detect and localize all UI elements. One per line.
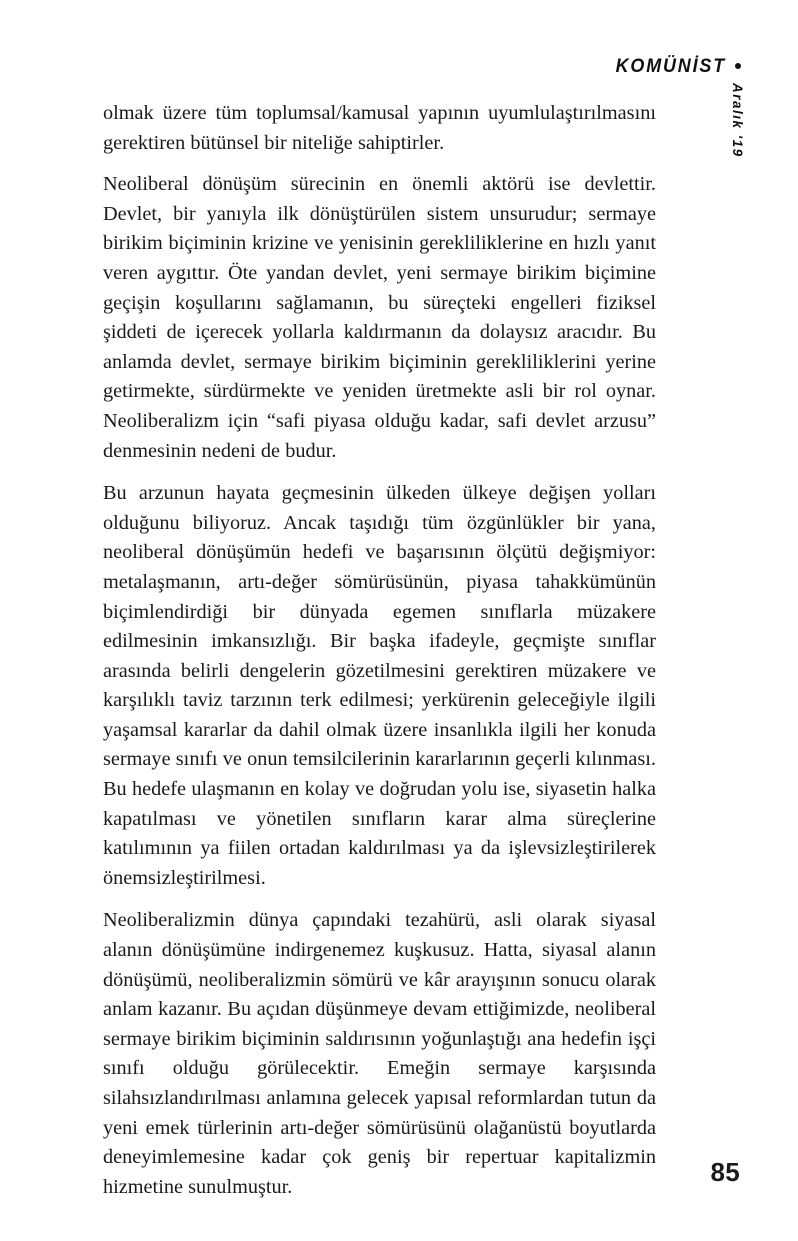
running-head [606, 55, 741, 78]
page-number: 85 [710, 1157, 740, 1187]
body-paragraph: Bu arzunun hayata geçmesinin ülkeden ülkeye değişen yolları olduğunu biliyoruz. Ancak taşıdığı tüm özgünlükler bir yana, neoliberal dönüşümün hedefi ve başarısının ölçütü değişmiyor: metalaşmanın, artı-değer sömürüsünün, piyasa tahakkümünün biçimlendirdiği bir dünyada egemen sınıflarla müzakere edilmesinin imkansızlığı. Bir başka ifadeyle, geçmişte sınıflar arasında belirli dengelerin gözetilmesini gerektiren müzakere ve karşılıklı taviz tarzının terk edilmesi; yerkürenin geleceğiyle ilgili yaşamsal kararlar da dahil olmak üzere insanlıkla ilgili her konuda sermaye sınıfı ve onun temsilcilerinin kararlarının geçerli kılınması. Bu hedefe ulaşmanın en kolay ve doğrudan yolu ise, siyasetin halka kapatılması ve yönetilen sınıfların karar alma süreçlerine katılımının ya fiilen ortadan kaldırılması ya da işlevsizleştirilerek önemsizleştirilmesi. [103, 482, 656, 889]
bullet-icon [735, 63, 741, 69]
body-paragraph: Neoliberal dönüşüm sürecinin en önemli aktörü ise devlettir. Devlet, bir yanıyla ilk dönüştürülen sistem unsurudur; sermaye birikim biçiminin krizine ve yenisinin gerekliliklerine en hızlı yanıt veren aygıttır. Öte yandan devlet, yeni sermaye birikim biçimine geçişin koşullarını sağlamanın, bu süreçteki engelleri fiziksel şiddeti de içerecek yollarla kaldırmanın da dolaysız aracıdır. Bu anlamda devlet, sermaye birikim biçiminin gerekliliklerini yerine getirmekte, sürdürmekte ve yeniden üretmekte asli bir rol oynar. Neoliberalizm için “safi piyasa olduğu kadar, safi devlet arzusu” denmesinin nedeni de budur. [103, 173, 656, 462]
issue-date: Aralık '19 [730, 83, 746, 158]
body-paragraph: olmak üzere tüm toplumsal/kamusal yapının uyumlulaştırılmasını gerektiren bütünsel bir niteliğe sahiptirler. [103, 102, 656, 154]
body-text-column [103, 99, 656, 1202]
journal-title: KOMÜNİST [615, 55, 726, 77]
body-paragraph: Neoliberalizmin dünya çapındaki tezahürü, asli olarak siyasal alanın dönüşümüne indirgenemez kuşkusuz. Hatta, siyasal alanın dönüşümü, neoliberalizmin sömürü ve kâr arayışının sonucu olarak anlam kazanır. Bu açıdan düşünmeye devam ettiğimizde, neoliberal sermaye birikim biçiminin saldırısının yoğunlaştığı ana hedefin işçi sınıfı olduğu görülecektir. Emeğin sermaye karşısında silahsızlandırılması anlamına gelecek yapısal reformlardan tutun da yeni emek türlerinin artı-değer sömürüsünü olağanüstü boyutlarda deneyimlemesine kadar çok geniş bir repertuar kapitalizmin hizmetine sunulmuştur. [103, 909, 656, 1198]
